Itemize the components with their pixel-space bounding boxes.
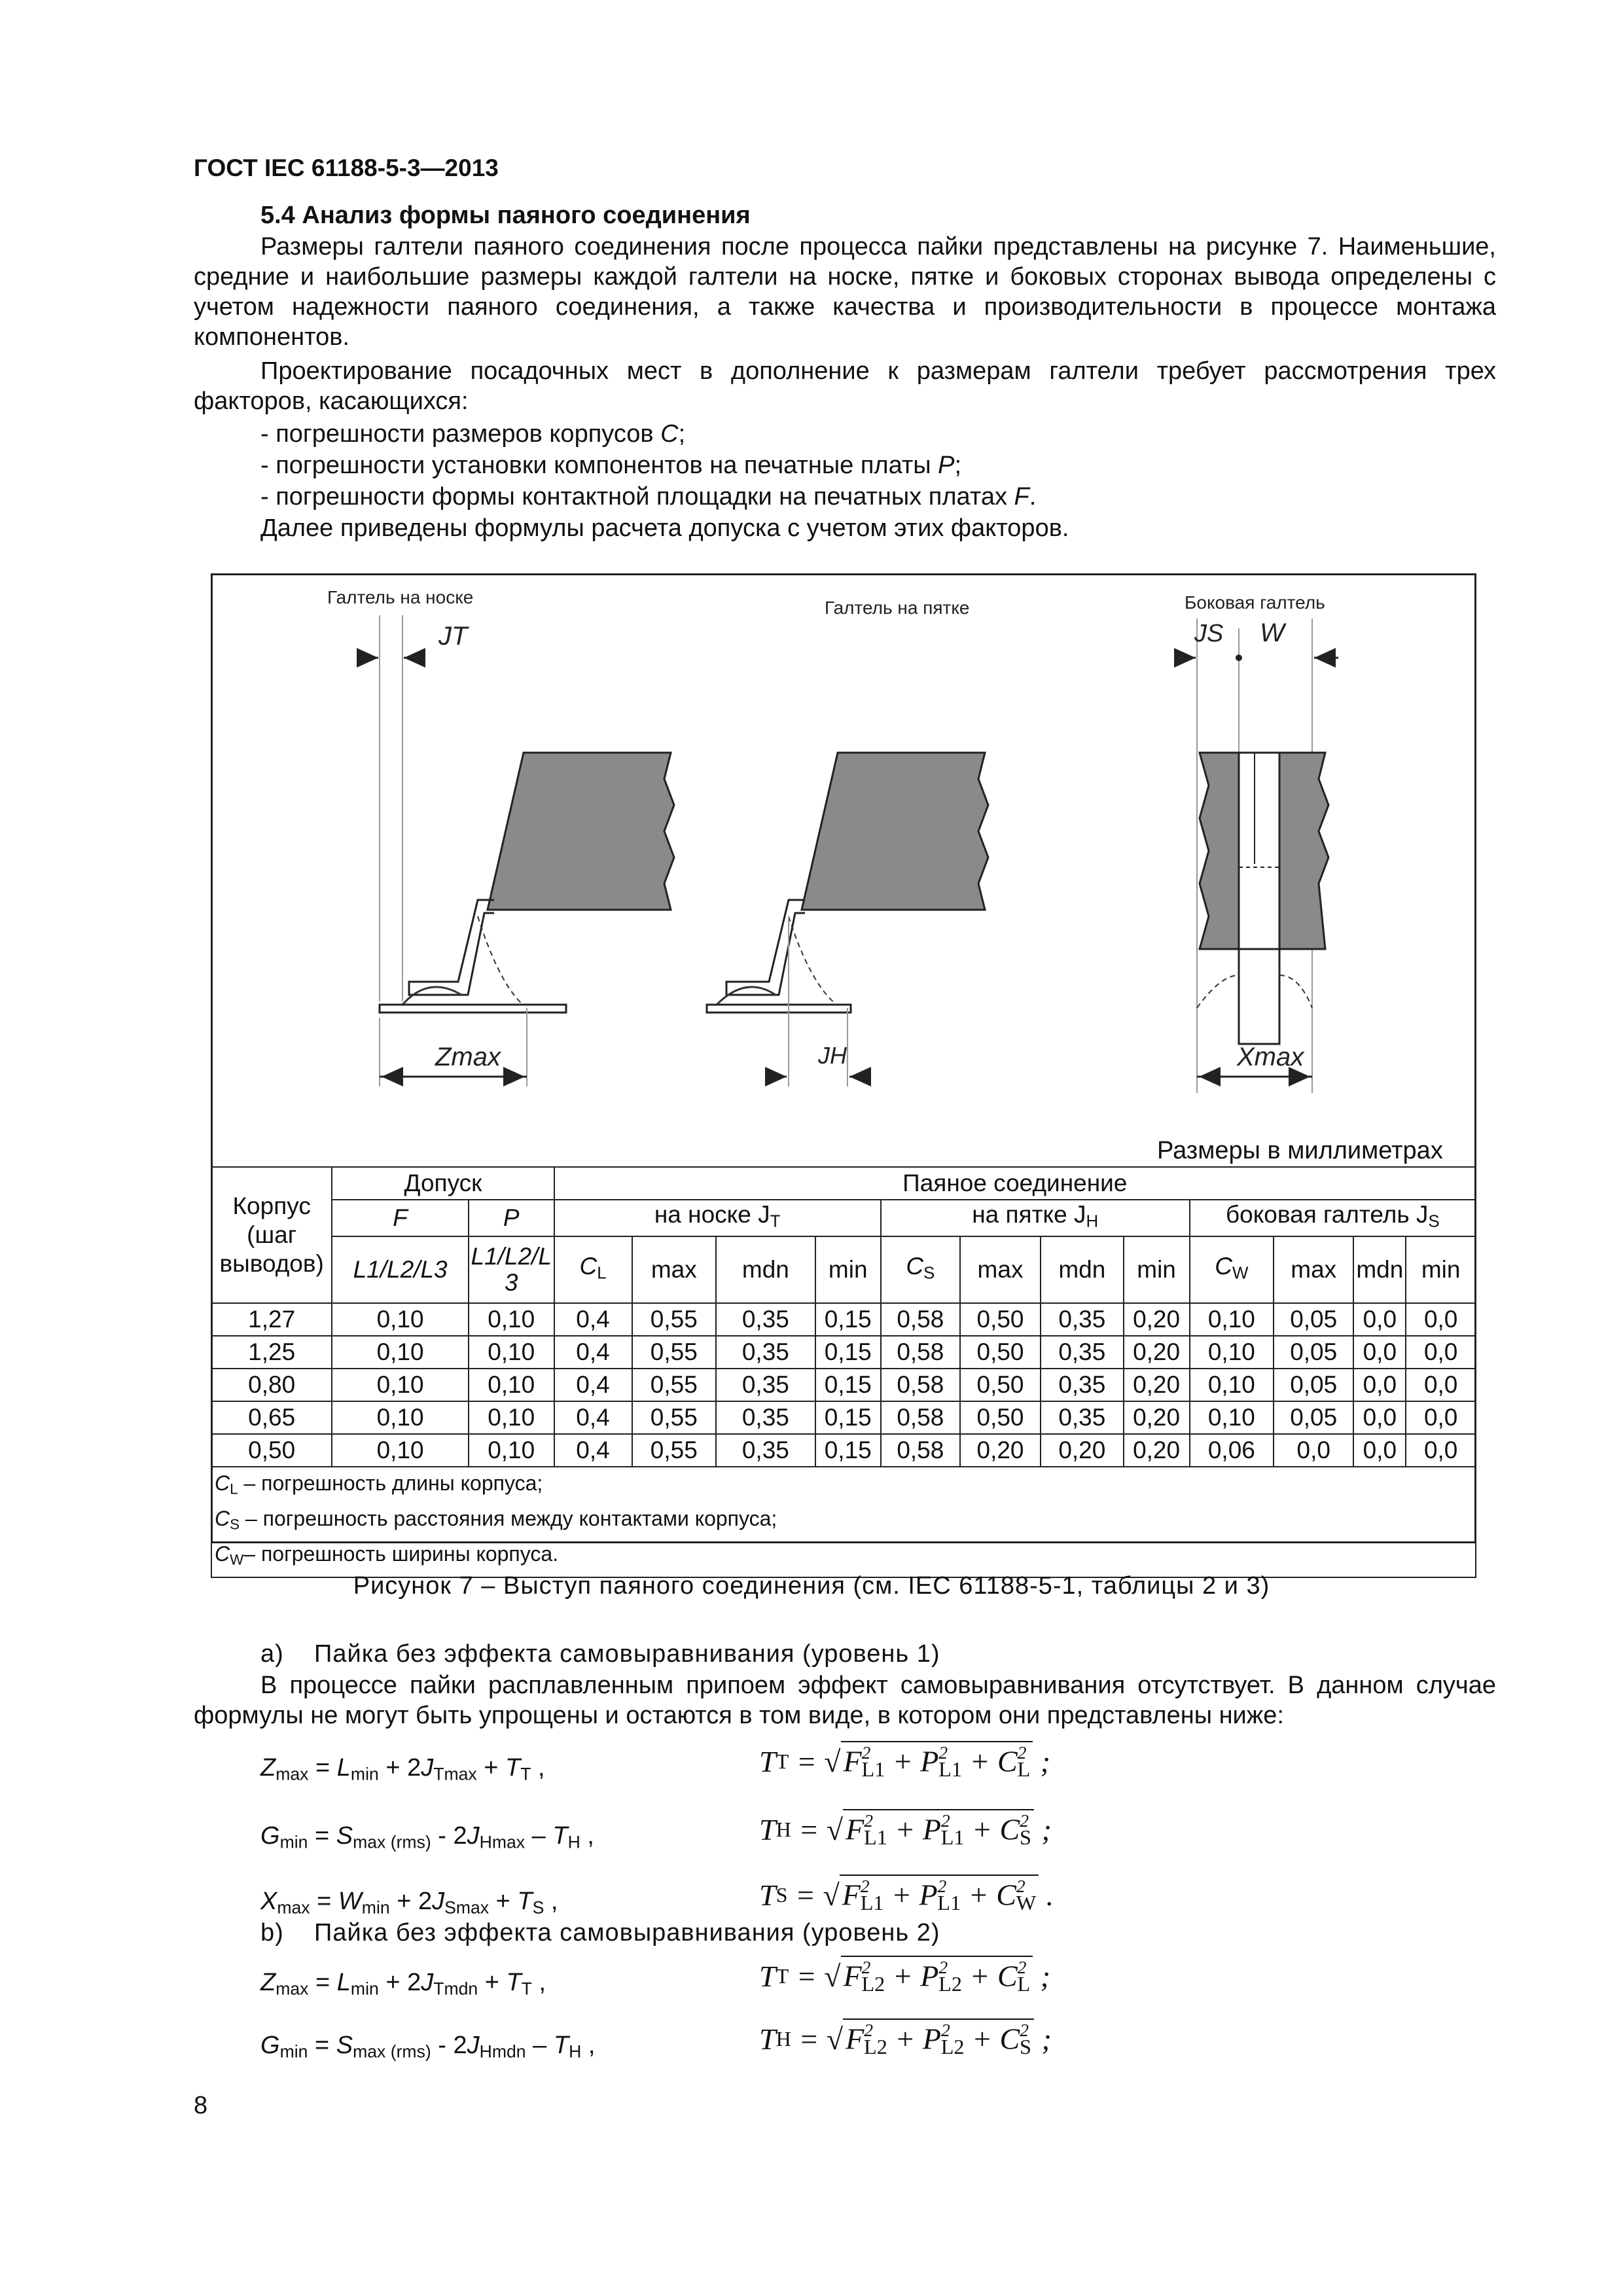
table-cell: 0,35 — [1041, 1401, 1123, 1434]
table-cell: 0,20 — [960, 1434, 1041, 1467]
table-row — [211, 1369, 1476, 1401]
section-title: 5.4 Анализ формы паяного соединения — [260, 202, 751, 229]
table-cell: 0,50 — [960, 1401, 1041, 1434]
table-cell: 0,15 — [815, 1369, 881, 1401]
table-cell: 0,10 — [332, 1434, 469, 1467]
header-side: боковая галтель $J_S$ — [1190, 1200, 1476, 1236]
figure-caption: Рисунок 7 – Выступ паяного соединения (см. IEC 61188-5-1, таблицы 2 и 3) — [353, 1572, 1270, 1600]
table-cell: 0,50 — [960, 1369, 1041, 1401]
table-cell: 0,10 — [469, 1336, 554, 1369]
table-cell: 0,35 — [1041, 1336, 1123, 1369]
table-cell: 0,10 — [332, 1336, 469, 1369]
table-cell: 0,50 — [960, 1336, 1041, 1369]
header-cs: $C_S$ — [881, 1236, 960, 1303]
table-cell: 0,06 — [1190, 1434, 1274, 1467]
page-number: 8 — [194, 2092, 208, 2119]
table-cell: 0,55 — [632, 1401, 717, 1434]
table-cell: 0,35 — [716, 1434, 815, 1467]
item-a: a) Пайка без эффекта самовыравнивания (уровень 1) — [260, 1640, 940, 1668]
table-cell: 0,05 — [1274, 1336, 1353, 1369]
table-cell: 0,35 — [1041, 1369, 1123, 1401]
formula-tt-1: T T = √ $F^2_{L1} + P^2_{L1} + C^2_L$ ; — [759, 1742, 1050, 1782]
table-row — [211, 1336, 1476, 1369]
table-cell: 0,80 — [211, 1369, 332, 1401]
table-cell: 0,10 — [469, 1369, 554, 1401]
table-cell: 0,55 — [632, 1303, 717, 1336]
table-cell: 0,0 — [1353, 1369, 1406, 1401]
table-cell: 0,10 — [469, 1434, 554, 1467]
header-max: max — [632, 1236, 717, 1303]
table-cell: 0,15 — [815, 1401, 881, 1434]
table-cell: 0,10 — [1190, 1369, 1274, 1401]
label-jh: JH — [818, 1042, 847, 1069]
table-cell: 0,4 — [554, 1336, 632, 1369]
label-w: W — [1260, 619, 1285, 647]
table-cell: 0,55 — [632, 1369, 717, 1401]
bullet-item: - погрешности размеров корпусов C; — [260, 420, 686, 448]
solder-fillet-diagram — [213, 576, 1474, 1152]
table-cell: 0,0 — [1353, 1303, 1406, 1336]
table-cell: 0,10 — [332, 1369, 469, 1401]
header-mdn: mdn — [1353, 1236, 1406, 1303]
item-b: b) Пайка без эффекта самовыравнивания (уровень 2) — [260, 1919, 940, 1946]
header-cl: $C_L$ — [554, 1236, 632, 1303]
formula-zmax-1: $Z_{max} = L_{min} + 2J_{Tmax} + T_T$ , — [260, 1754, 545, 1784]
header-tolerance: Допуск — [332, 1167, 554, 1200]
header-cw: $C_W$ — [1190, 1236, 1274, 1303]
table-cell: 0,35 — [716, 1401, 815, 1434]
header-l-p: L1/L2/L 3 — [471, 1243, 552, 1297]
label-heel-fillet: Галтель на пятке — [825, 598, 970, 618]
table-cell: 0,10 — [469, 1401, 554, 1434]
table-cell: 0,55 — [632, 1434, 717, 1467]
legend-item: $C_S$ – погрешность расстояния между контактами корпуса; — [215, 1507, 777, 1533]
header-min: min — [815, 1236, 881, 1303]
formula-gmin-1: $G_{min} = S_{max (rms)} - 2J_{Hmax} - T_H$ , — [260, 1822, 594, 1852]
table-cell: 0,20 — [1124, 1401, 1190, 1434]
table-cell: 0,20 — [1124, 1303, 1190, 1336]
legend-item: $C_W-$ погрешность ширины корпуса. — [215, 1541, 559, 1568]
table-cell: 0,05 — [1274, 1401, 1353, 1434]
table-cell: 0,15 — [815, 1434, 881, 1467]
document-header: ГОСТ IEC 61188-5-3—2013 — [194, 154, 499, 181]
table-cell: 0,0 — [1406, 1401, 1476, 1434]
table-cell: 0,58 — [881, 1369, 960, 1401]
bullet-item: - погрешности формы контактной площадки на печатных платах F. — [260, 483, 1037, 511]
table-cell: 0,0 — [1406, 1303, 1476, 1336]
header-mdn: mdn — [1041, 1236, 1123, 1303]
table-cell: 0,10 — [1190, 1401, 1274, 1434]
header-l-f: L1/L2/L3 — [353, 1256, 448, 1283]
table-cell: 0,10 — [332, 1303, 469, 1336]
table-legend — [211, 1467, 1476, 1577]
label-side-fillet: Боковая галтель — [1185, 592, 1325, 613]
header-min: min — [1124, 1236, 1190, 1303]
header-toe: на носке $J_T$ — [554, 1200, 881, 1236]
table-cell: 0,4 — [554, 1303, 632, 1336]
table-cell: 0,15 — [815, 1336, 881, 1369]
table-cell: 0,20 — [1124, 1336, 1190, 1369]
table-cell: 0,35 — [1041, 1303, 1123, 1336]
paragraph-3: Далее приведены формулы расчета допуска с учетом этих факторов. — [260, 514, 1069, 542]
tolerance-table — [211, 1166, 1476, 1578]
formula-th-2: T H = √ $F^2_{L2} + P^2_{L2} + C^2_S$ ; — [759, 2020, 1052, 2059]
table-cell: 0,0 — [1353, 1434, 1406, 1467]
header-package: Корпус (шаг выводов) — [211, 1167, 332, 1303]
label-zmax: Zmax — [435, 1043, 501, 1071]
table-body — [211, 1303, 1476, 1467]
table-cell: 0,20 — [1124, 1369, 1190, 1401]
header-min: min — [1406, 1236, 1476, 1303]
table-cell: 0,0 — [1353, 1336, 1406, 1369]
table-cell: 0,50 — [211, 1434, 332, 1467]
formula-zmax-2: $Z_{max} = L_{min} + 2J_{Tmdn} + T_T$ , — [260, 1969, 546, 1999]
table-row — [211, 1401, 1476, 1434]
table-cell: 0,05 — [1274, 1303, 1353, 1336]
table-cell: 0,55 — [632, 1336, 717, 1369]
table-cell: 0,10 — [469, 1303, 554, 1336]
table-cell: 0,35 — [716, 1369, 815, 1401]
table-cell: 0,58 — [881, 1401, 960, 1434]
formula-tt-2: T T = √ $F^2_{L2} + P^2_{L2} + C^2_L$ ; — [759, 1957, 1050, 1996]
header-p: P — [503, 1204, 520, 1232]
table-cell: 0,4 — [554, 1369, 632, 1401]
table-cell: 0,10 — [1190, 1336, 1274, 1369]
table-cell: 0,10 — [1190, 1303, 1274, 1336]
header-heel: на пятке $J_H$ — [881, 1200, 1190, 1236]
header-max: max — [960, 1236, 1041, 1303]
table-cell: 0,0 — [1274, 1434, 1353, 1467]
table-row — [211, 1303, 1476, 1336]
formula-ts-1: T S = √ $F^2_{L1} + P^2_{L1} + C^2_W$ . — [759, 1876, 1054, 1915]
bullet-item: - погрешности установки компонентов на печатные платы P; — [260, 452, 962, 479]
formula-xmax-1: $X_{max} = W_{min} + 2J_{Smax} + T_S$ , — [260, 1888, 558, 1918]
formula-gmin-2: $G_{min} = S_{max (rms)} - 2J_{Hmdn} - T_H$ , — [260, 2032, 596, 2062]
label-toe-fillet: Галтель на носке — [327, 587, 474, 607]
table-cell: 0,4 — [554, 1434, 632, 1467]
units-label: Размеры в миллиметрах — [1157, 1137, 1443, 1164]
header-mdn: mdn — [716, 1236, 815, 1303]
label-xmax: Xmax — [1237, 1043, 1304, 1071]
paragraph-2: Проектирование посадочных мест в дополнение к размерам галтели требует рассмотрения трех факторов, касающихся: — [194, 357, 1496, 415]
table-cell: 0,20 — [1124, 1434, 1190, 1467]
table-cell: 1,25 — [211, 1336, 332, 1369]
legend-item: $C_L$ – погрешность длины корпуса; — [215, 1471, 543, 1498]
table-cell: 0,0 — [1353, 1401, 1406, 1434]
table-cell: 0,58 — [881, 1336, 960, 1369]
header-max: max — [1274, 1236, 1353, 1303]
label-js: JS — [1194, 620, 1224, 647]
table-cell: 0,0 — [1406, 1369, 1476, 1401]
table-cell: 0,4 — [554, 1401, 632, 1434]
table-cell: 0,20 — [1041, 1434, 1123, 1467]
paragraph-a: В процессе пайки расплавленным припоем эффект самовыравнивания отсутствует. В данном случае формулы не могут быть упрощены и остаются в том виде, в котором они представлены ниже: — [194, 1672, 1496, 1729]
table-cell: 0,65 — [211, 1401, 332, 1434]
table-row — [211, 1434, 1476, 1467]
table-cell: 0,50 — [960, 1303, 1041, 1336]
table-cell: 0,58 — [881, 1303, 960, 1336]
table-cell: 0,0 — [1406, 1434, 1476, 1467]
paragraph-1: Размеры галтели паяного соединения после процесса пайки представлены на рисунке 7. Наименьшие, средние и наибольшие размеры каждой галтели на носке, пятке и боковых сторонах вывода определены с учетом надежности паяного соединения, а также качества и производительности в процессе монтажа компонентов. — [194, 233, 1496, 351]
table-cell: 0,05 — [1274, 1369, 1353, 1401]
formula-th-1: T H = √ $F^2_{L1} + P^2_{L1} + C^2_S$ ; — [759, 1810, 1052, 1850]
header-f: F — [393, 1204, 408, 1232]
table-cell: 0,58 — [881, 1434, 960, 1467]
header-solder-joint: Паяное соединение — [554, 1167, 1476, 1200]
table-cell: 1,27 — [211, 1303, 332, 1336]
table-cell: 0,35 — [716, 1336, 815, 1369]
label-jt: JT — [438, 622, 468, 651]
table-cell: 0,35 — [716, 1303, 815, 1336]
table-cell: 0,10 — [332, 1401, 469, 1434]
table-cell: 0,15 — [815, 1303, 881, 1336]
table-cell: 0,0 — [1406, 1336, 1476, 1369]
